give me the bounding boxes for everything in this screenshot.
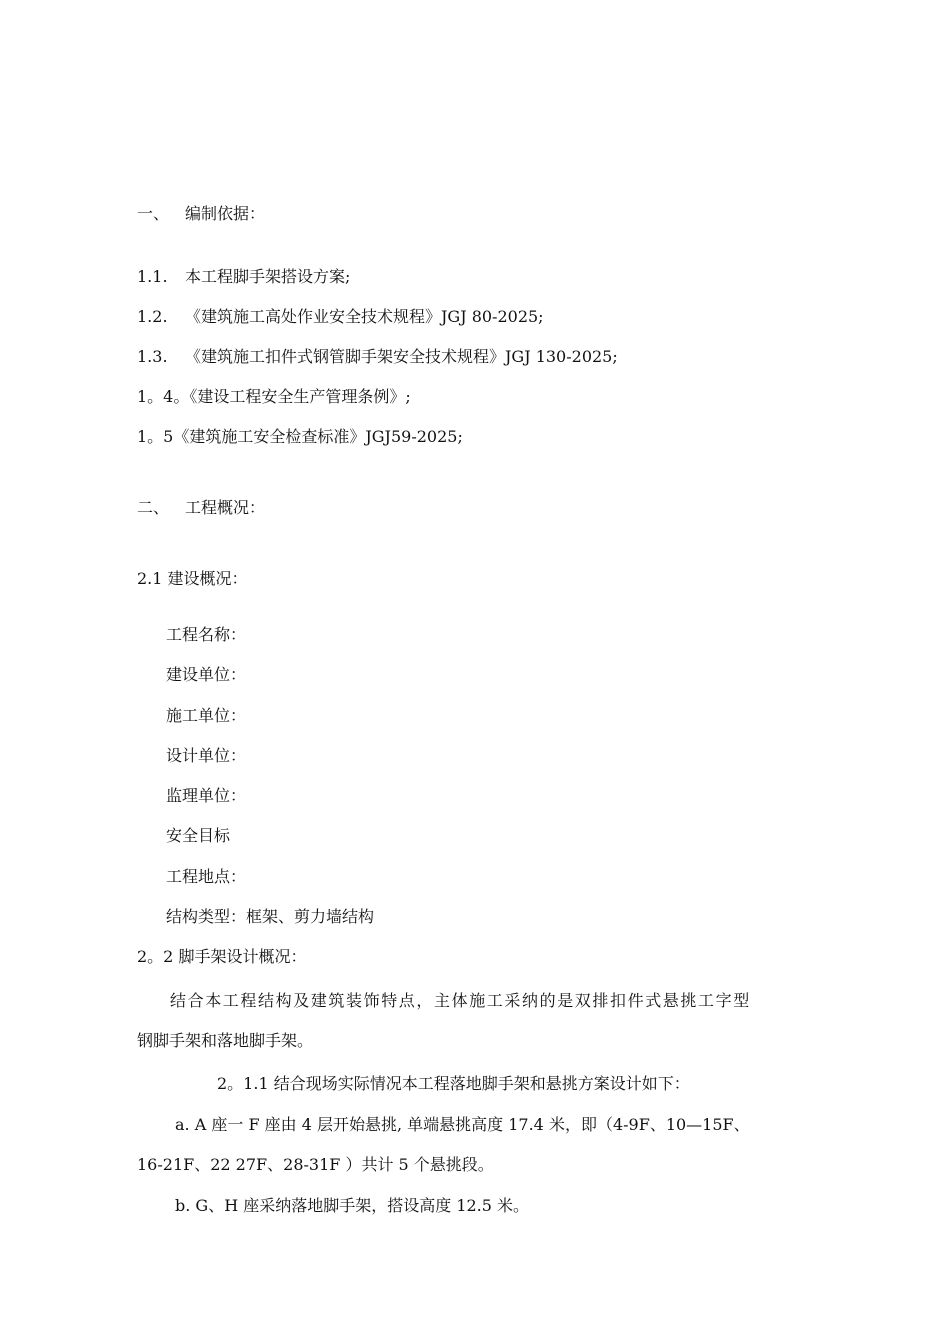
subsection-heading: 2。2 脚手架设计概况： — [137, 947, 307, 966]
basis-text: 本工程脚手架搭设方案; — [185, 267, 351, 286]
section-heading-1 — [137, 203, 265, 225]
basis-text: 1。5《建筑施工安全检查标准》JGJ59-2025; — [137, 427, 463, 446]
overview-item: 监理单位： — [166, 786, 247, 805]
paragraph-line: 钢脚手架和落地脚手架。 — [137, 1031, 314, 1050]
basis-item — [137, 426, 463, 448]
subsection-heading: 2.1 建设概况： — [137, 569, 248, 588]
section-number: 一、 — [137, 204, 170, 223]
basis-text: 《建筑施工扣件式钢管脚手架安全技术规程》JGJ 130-2025; — [185, 347, 618, 366]
basis-number: 1.2. — [137, 307, 168, 326]
overview-item: 结构类型：框架、剪力墙结构 — [166, 907, 375, 926]
list-item-b: b. G、H 座采纳落地脚手架，搭设高度 12.5 米。 — [175, 1196, 530, 1215]
sub-subsection-heading: 2。1.1 结合现场实际情况本工程落地脚手架和悬挑方案设计如下： — [217, 1074, 690, 1093]
basis-item — [137, 266, 350, 288]
section-title: 编制依据： — [185, 204, 266, 223]
overview-item: 工程地点： — [166, 867, 247, 886]
section-heading-2 — [137, 497, 265, 519]
basis-item — [137, 346, 618, 368]
list-item-a: a. A 座一 F 座由 4 层开始悬挑, 单端悬挑高度 17.4 米，即（4-9F、10—15F、 — [175, 1115, 750, 1134]
basis-text: 《建筑施工高处作业安全技术规程》JGJ 80-2025; — [185, 307, 544, 326]
section-number: 二、 — [137, 498, 170, 517]
overview-item: 设计单位： — [166, 746, 247, 765]
overview-item: 工程名称： — [166, 625, 247, 644]
overview-item: 施工单位： — [166, 706, 247, 725]
basis-number: 1.3. — [137, 347, 168, 366]
section-title: 工程概况： — [185, 498, 266, 517]
basis-item — [137, 386, 411, 408]
basis-item — [137, 306, 544, 328]
overview-item: 建设单位： — [166, 665, 247, 684]
basis-text: 1。4。《建设工程安全生产管理条例》; — [137, 387, 411, 406]
list-item-a-continued: 16-21F、22 27F、28-31F ）共计 5 个悬挑段。 — [137, 1155, 494, 1174]
overview-item: 安全目标 — [166, 826, 231, 845]
paragraph-line: 结合本工程结构及建筑装饰特点，主体施工采纳的是双排扣件式悬挑工字型 — [170, 991, 751, 1010]
basis-number: 1.1. — [137, 267, 168, 286]
